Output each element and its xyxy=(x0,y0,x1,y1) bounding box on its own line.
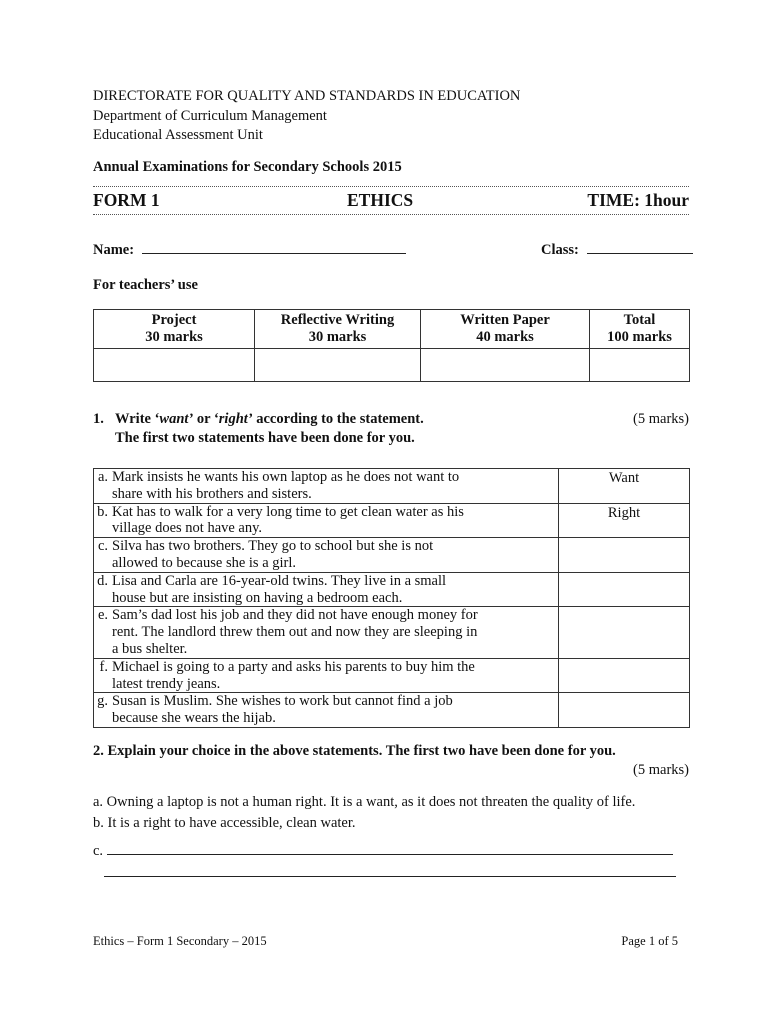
answer-cell[interactable] xyxy=(559,538,690,573)
subject-label: ETHICS xyxy=(347,190,414,210)
name-label: Name: xyxy=(93,242,135,258)
answer-c-label: c. xyxy=(93,843,104,859)
statement-row: g. Susan is Muslim. She wishes to work but cannot find a job because she wears the hijab. xyxy=(94,693,690,728)
bottom-divider xyxy=(93,214,689,215)
exam-title: Annual Examinations for Secondary Schools 2015 xyxy=(93,159,402,175)
answer-cell[interactable]: Want xyxy=(559,469,690,504)
marks-table xyxy=(93,309,690,382)
answer-cell[interactable] xyxy=(559,572,690,607)
question-2 xyxy=(93,742,689,780)
reflective-writing-score-cell[interactable] xyxy=(255,349,421,382)
directorate-title: DIRECTORATE FOR QUALITY AND STANDARDS IN EDUCATION xyxy=(93,88,521,104)
answer-cell[interactable] xyxy=(559,693,690,728)
statement-row: f. Michael is going to a party and asks his parents to buy him the latest trendy jeans. xyxy=(94,658,690,693)
answer-cell[interactable]: Right xyxy=(559,503,690,538)
written-paper-score-cell[interactable] xyxy=(421,349,590,382)
answer-continuation-line[interactable] xyxy=(104,876,676,877)
question-1: 1. Write ‘want’ or ‘right’ according to the statement. (5 marks) The first two statements have been done for you. xyxy=(93,411,689,446)
project-header: Project 30 marks xyxy=(94,310,255,349)
q1-instruction: The first two statements have been done for you. xyxy=(115,430,415,446)
page-number: Page 1 of 5 xyxy=(621,934,678,948)
statement-row: b. Kat has to walk for a very long time to get clean water as his village does not have any. Right xyxy=(94,503,690,538)
name-field[interactable] xyxy=(93,241,406,259)
statement-row: c. Silva has two brothers. They go to school but she is not allowed to because she is a girl. xyxy=(94,538,690,573)
answer-cell[interactable] xyxy=(559,607,690,658)
q2-marks: (5 marks) xyxy=(633,762,689,778)
class-label: Class: xyxy=(541,242,579,258)
department-name: Department of Curriculum Management xyxy=(93,107,327,124)
class-line[interactable] xyxy=(587,241,693,254)
total-header: Total 100 marks xyxy=(590,310,690,349)
total-score-cell[interactable] xyxy=(590,349,690,382)
teachers-use-label: For teachers’ use xyxy=(93,277,198,293)
answer-a: a. Owning a laptop is not a human right. It is a want, as it does not threaten the quality of life. xyxy=(93,794,636,810)
q2-text: 2. Explain your choice in the above statements. The first two have been done for you. xyxy=(93,743,616,759)
class-field[interactable] xyxy=(541,241,693,259)
q1-marks: (5 marks) xyxy=(633,411,689,427)
answer-cell[interactable] xyxy=(559,658,690,693)
time-label: TIME: 1hour xyxy=(587,190,689,210)
answer-b: b. It is a right to have accessible, clean water. xyxy=(93,815,356,831)
project-score-cell[interactable] xyxy=(94,349,255,382)
form-label: FORM 1 xyxy=(93,190,160,210)
statement-row: a. Mark insists he wants his own laptop as he does not want to share with his brothers and sisters. Want xyxy=(94,469,690,504)
right-word: right’ xyxy=(218,411,253,427)
reflective-writing-header: Reflective Writing 30 marks xyxy=(255,310,421,349)
statements-table xyxy=(93,468,690,728)
want-word: want’ xyxy=(159,411,194,427)
top-divider xyxy=(93,186,689,187)
document-header xyxy=(93,87,520,146)
footer-left: Ethics – Form 1 Secondary – 2015 xyxy=(93,934,267,948)
unit-name: Educational Assessment Unit xyxy=(93,127,263,143)
form-bar xyxy=(93,190,689,212)
q1-number: 1. xyxy=(93,411,104,427)
name-line[interactable] xyxy=(142,241,406,254)
statement-row: d. Lisa and Carla are 16-year-old twins. They live in a small house but are insisting on having a bedroom each. xyxy=(94,572,690,607)
written-paper-header: Written Paper 40 marks xyxy=(421,310,590,349)
statement-row: e. Sam’s dad lost his job and they did not have enough money for rent. The landlord threw them out and now they are sleeping in a bus shelter. xyxy=(94,607,690,658)
answer-c-line[interactable] xyxy=(107,842,673,855)
answer-c[interactable] xyxy=(93,841,673,862)
